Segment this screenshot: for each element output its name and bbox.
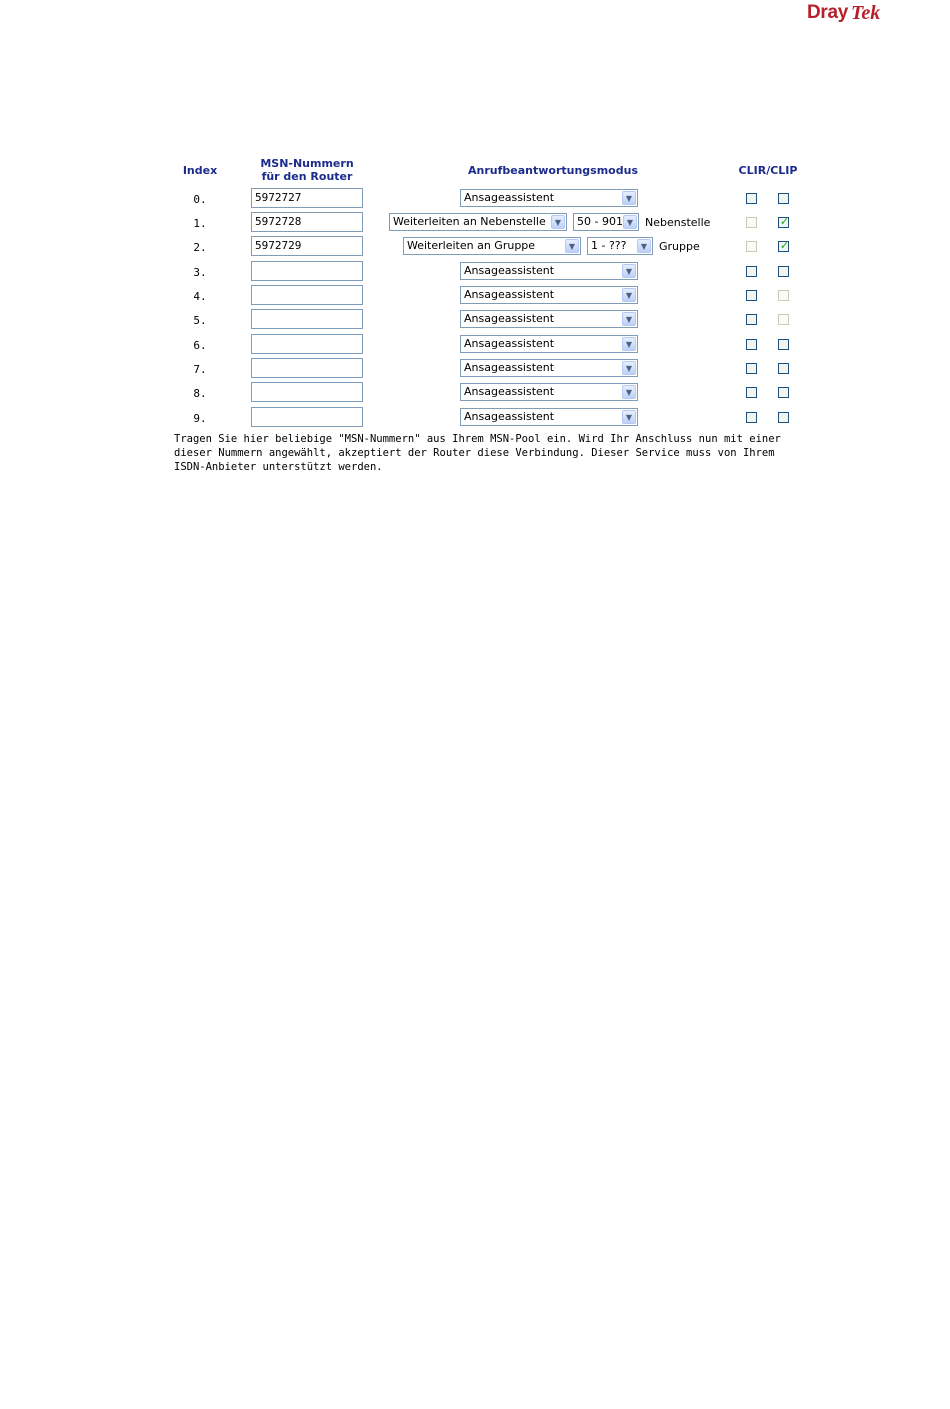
mode-select[interactable] xyxy=(460,310,638,328)
clir-checkbox[interactable] xyxy=(746,290,757,301)
clir-checkbox[interactable] xyxy=(746,339,757,350)
clip-checkbox[interactable] xyxy=(778,387,789,398)
row-index: 1. xyxy=(193,217,207,230)
msn-input[interactable] xyxy=(251,382,363,402)
logo-dray: Dray xyxy=(807,2,849,23)
mode-select-value: Weiterleiten an Gruppe xyxy=(407,239,536,252)
msn-input[interactable] xyxy=(251,285,363,305)
chevron-down-icon[interactable]: ▼ xyxy=(551,215,565,229)
clir-checkbox[interactable] xyxy=(746,266,757,277)
clip-checkbox xyxy=(778,314,789,325)
chevron-down-icon[interactable]: ▼ xyxy=(565,239,579,253)
mode-select[interactable] xyxy=(403,237,581,255)
mode-select-value: Ansageassistent xyxy=(464,312,555,325)
row-index: 4. xyxy=(193,290,207,303)
target-label: Gruppe xyxy=(659,240,700,253)
msn-input[interactable]: 5972728 xyxy=(251,212,363,232)
target-select[interactable] xyxy=(573,213,639,231)
chevron-down-icon[interactable]: ▼ xyxy=(623,215,637,229)
table-row xyxy=(0,407,950,429)
clir-checkbox[interactable] xyxy=(746,363,757,374)
chevron-down-icon[interactable]: ▼ xyxy=(622,337,636,351)
clir-checkbox xyxy=(746,241,757,252)
header-msn-line2: für den Router xyxy=(261,170,353,183)
header-msn-line1: MSN-Nummern xyxy=(260,157,354,170)
clip-checkbox[interactable] xyxy=(778,193,789,204)
draytek-logo xyxy=(807,0,897,30)
mode-select[interactable] xyxy=(460,408,638,426)
table-row xyxy=(0,188,950,210)
msn-input[interactable] xyxy=(251,334,363,354)
help-text: Tragen Sie hier beliebige "MSN-Nummern" aus Ihrem MSN-Pool ein. Wird Ihr Anschluss nun mit einer dieser Nummern angewählt, akzeptiert der Router diese Verbindung. Dieser Service muss von Ihrem ISDN-Anbieter unterstützt werden. xyxy=(174,433,781,473)
mode-select-value: Ansageassistent xyxy=(464,385,555,398)
clir-checkbox[interactable] xyxy=(746,193,757,204)
mode-select[interactable] xyxy=(460,335,638,353)
row-index: 9. xyxy=(193,412,207,425)
msn-input[interactable] xyxy=(251,407,363,427)
clip-checkbox[interactable] xyxy=(778,412,789,423)
clir-checkbox[interactable] xyxy=(746,314,757,325)
checkmark-icon: ✓ xyxy=(779,239,790,252)
header-msn xyxy=(244,157,370,183)
mode-select[interactable] xyxy=(460,286,638,304)
msn-input[interactable] xyxy=(251,358,363,378)
mode-select-value: Ansageassistent xyxy=(464,264,555,277)
table-row xyxy=(0,309,950,331)
mode-select-value: Weiterleiten an Nebenstelle xyxy=(393,215,546,228)
clip-checkbox[interactable] xyxy=(778,363,789,374)
mode-select[interactable] xyxy=(460,262,638,280)
clip-checkbox[interactable] xyxy=(778,339,789,350)
chevron-down-icon[interactable]: ▼ xyxy=(622,312,636,326)
target-select[interactable] xyxy=(587,237,653,255)
chevron-down-icon[interactable]: ▼ xyxy=(622,264,636,278)
clir-checkbox[interactable] xyxy=(746,387,757,398)
clip-checkbox[interactable] xyxy=(778,266,789,277)
table-row xyxy=(0,261,950,283)
row-index: 2. xyxy=(193,241,207,254)
chevron-down-icon[interactable]: ▼ xyxy=(622,288,636,302)
mode-select-value: Ansageassistent xyxy=(464,191,555,204)
msn-input[interactable] xyxy=(251,309,363,329)
clip-checkbox xyxy=(778,290,789,301)
row-index: 7. xyxy=(193,363,207,376)
chevron-down-icon[interactable]: ▼ xyxy=(622,410,636,424)
msn-input[interactable]: 5972729 xyxy=(251,236,363,256)
table-row xyxy=(0,212,950,234)
chevron-down-icon[interactable]: ▼ xyxy=(622,385,636,399)
header-mode: Anrufbeantwortungsmodus xyxy=(468,164,638,177)
row-index: 3. xyxy=(193,266,207,279)
target-select-value: 1 - ??? xyxy=(591,239,627,252)
mode-select[interactable] xyxy=(389,213,567,231)
clir-checkbox[interactable] xyxy=(746,412,757,423)
msn-input[interactable] xyxy=(251,261,363,281)
row-index: 0. xyxy=(193,193,207,206)
mode-select-value: Ansageassistent xyxy=(464,410,555,423)
table-row xyxy=(0,358,950,380)
mode-select[interactable] xyxy=(460,189,638,207)
row-index: 6. xyxy=(193,339,207,352)
logo-tek: Tek xyxy=(851,2,881,24)
clir-checkbox xyxy=(746,217,757,228)
mode-select[interactable] xyxy=(460,383,638,401)
checkmark-icon: ✓ xyxy=(779,215,790,228)
mode-select-value: Ansageassistent xyxy=(464,337,555,350)
row-index: 8. xyxy=(193,387,207,400)
table-row xyxy=(0,285,950,307)
target-label: Nebenstelle xyxy=(645,216,711,229)
msn-input[interactable]: 5972727 xyxy=(251,188,363,208)
chevron-down-icon[interactable]: ▼ xyxy=(637,239,651,253)
row-index: 5. xyxy=(193,314,207,327)
target-select-value: 50 - 901 xyxy=(577,215,623,228)
mode-select[interactable] xyxy=(460,359,638,377)
table-row xyxy=(0,382,950,404)
chevron-down-icon[interactable]: ▼ xyxy=(622,361,636,375)
table-row xyxy=(0,334,950,356)
header-clir-clip: CLIR/CLIP xyxy=(738,164,798,177)
chevron-down-icon[interactable]: ▼ xyxy=(622,191,636,205)
table-row xyxy=(0,236,950,258)
header-index: Index xyxy=(182,164,218,177)
mode-select-value: Ansageassistent xyxy=(464,361,555,374)
mode-select-value: Ansageassistent xyxy=(464,288,555,301)
clip-checkbox[interactable] xyxy=(778,241,789,252)
clip-checkbox[interactable] xyxy=(778,217,789,228)
